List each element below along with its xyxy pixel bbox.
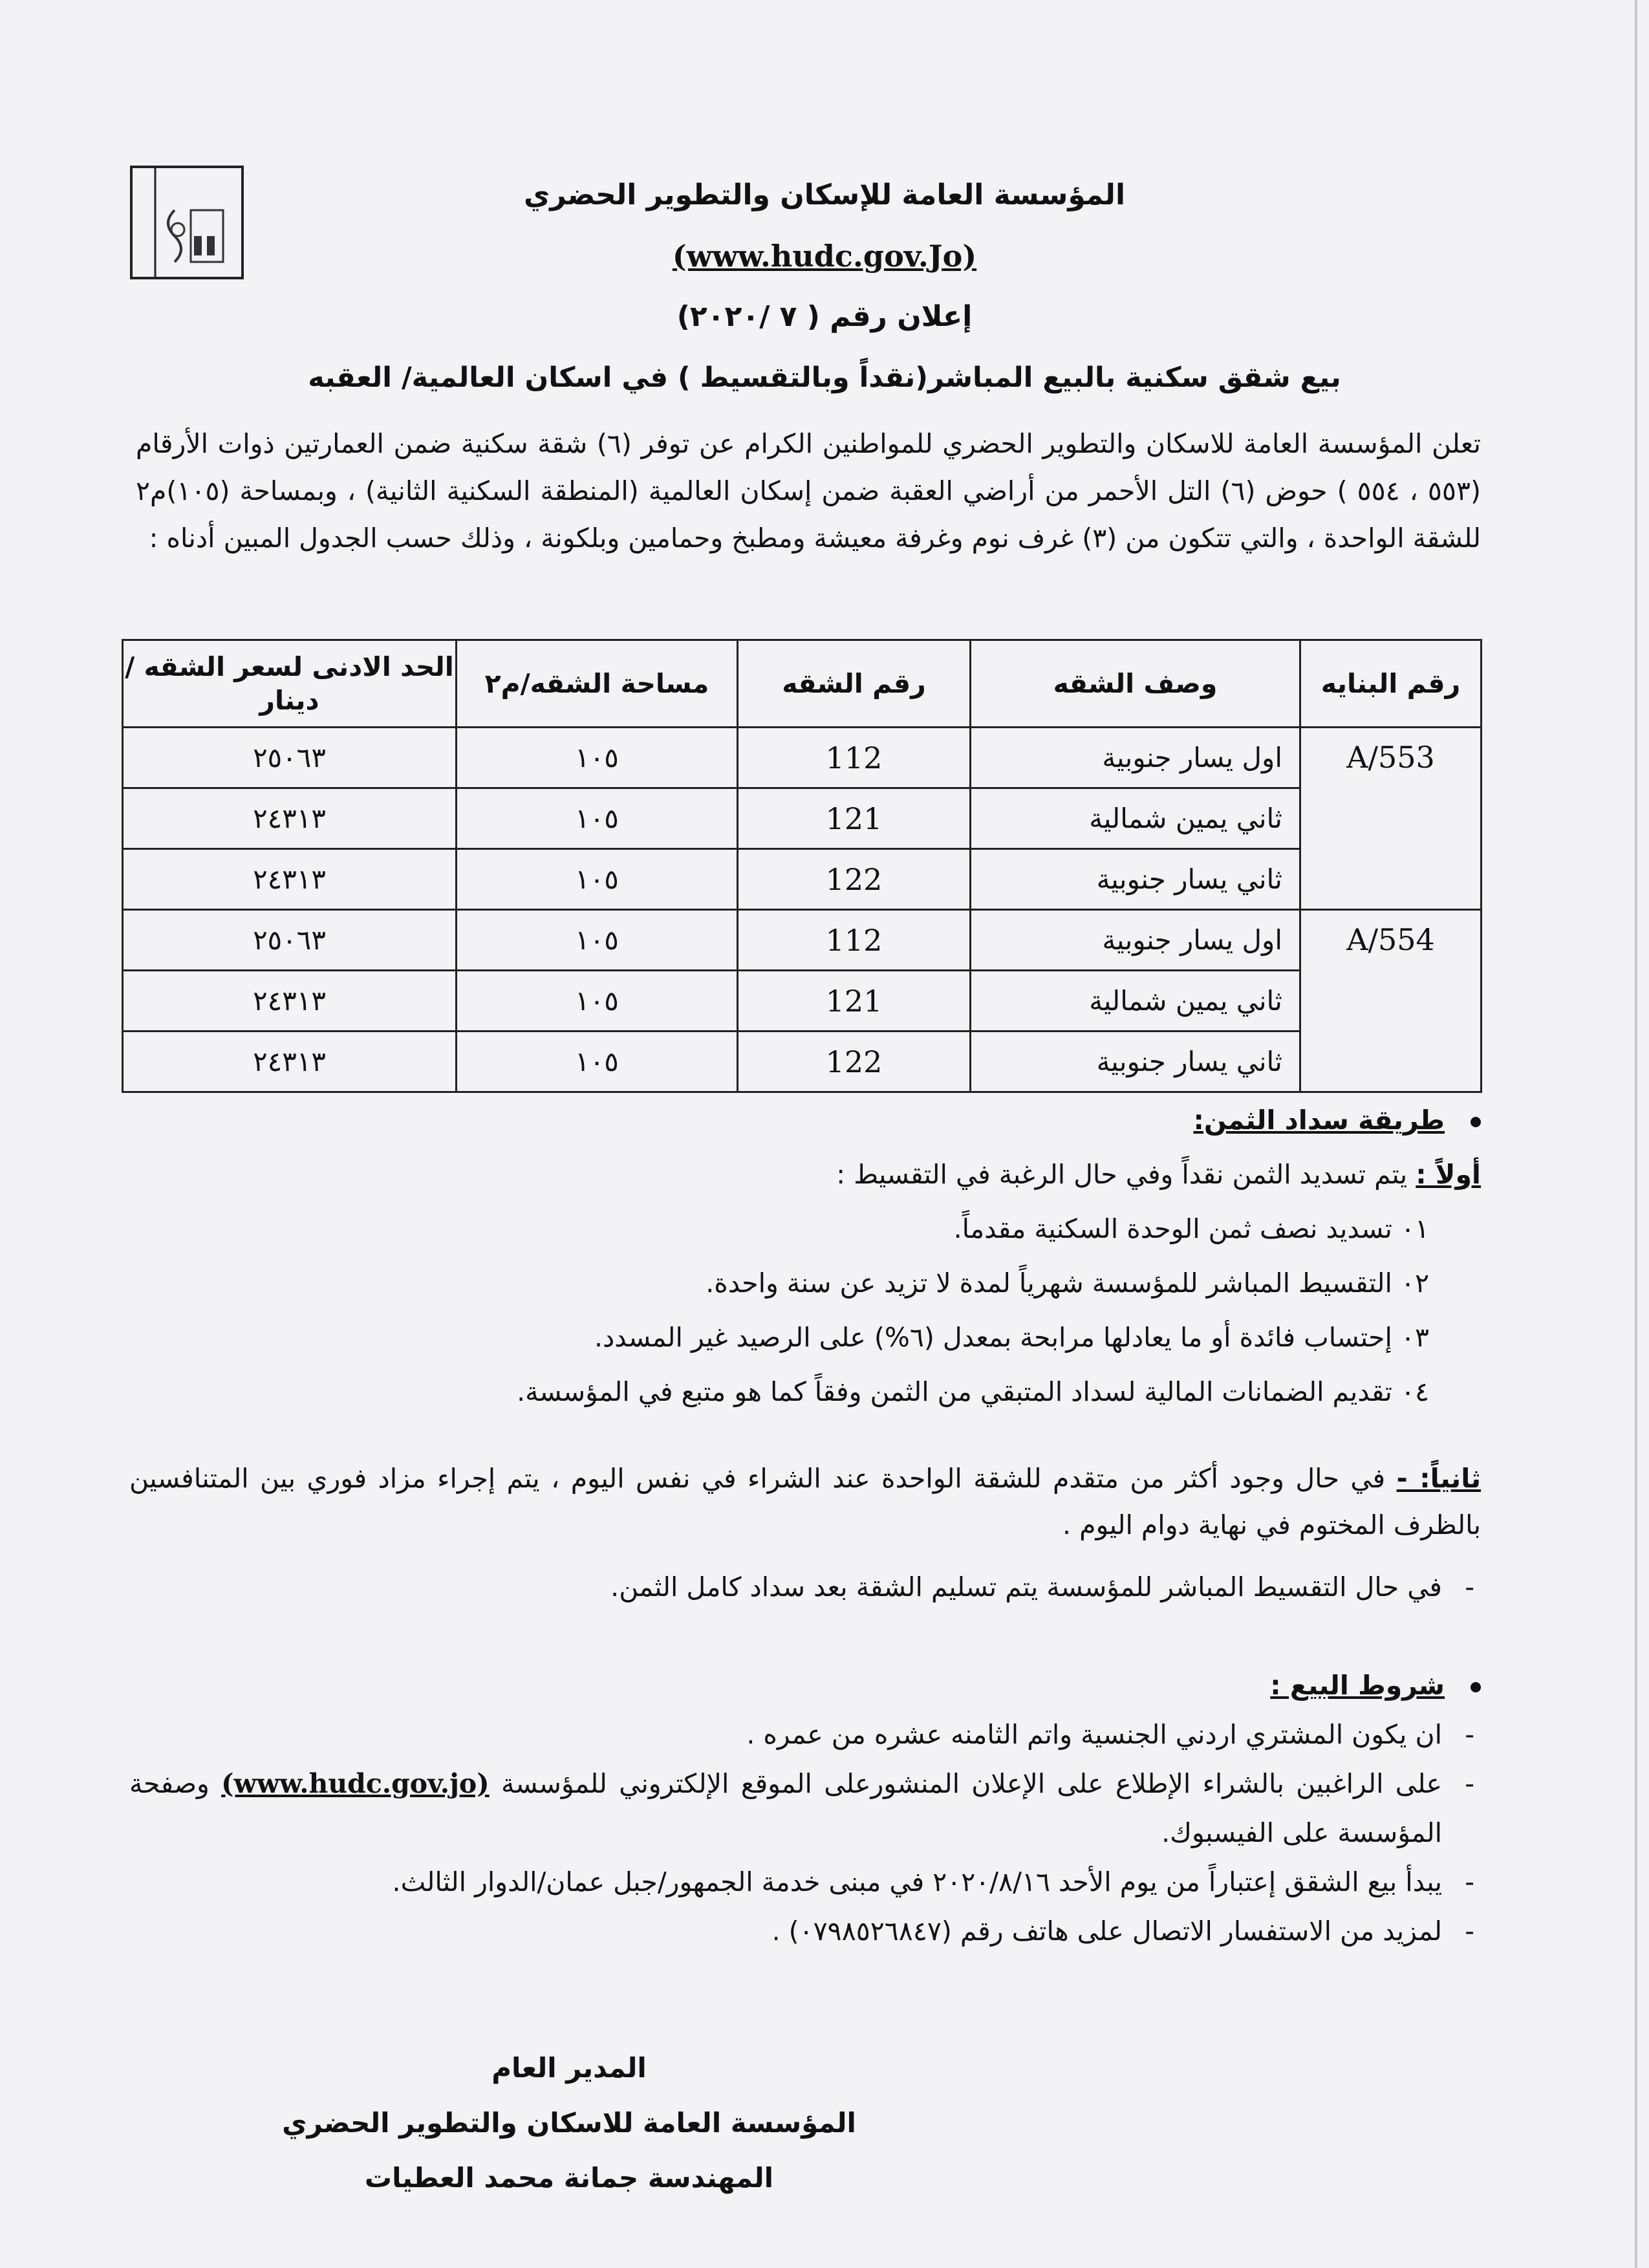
payment-heading: طريقة سداد الثمن: xyxy=(1193,1105,1445,1136)
description-cell: اول يسار جنوبية xyxy=(971,728,1300,788)
first-text: يتم تسديد الثمن نقداً وفي حال الرغبة في التقسيط : xyxy=(836,1159,1416,1190)
payment-second-item-block xyxy=(129,1564,1481,1610)
first-label: أولاً : xyxy=(1416,1159,1481,1190)
description-cell: ثاني يمين شمالية xyxy=(971,971,1300,1031)
terms-heading-line xyxy=(129,1661,1481,1710)
area-cell: ١٠٥ xyxy=(457,788,738,849)
bullet-icon xyxy=(1471,1682,1481,1692)
apartment-no-cell: 121 xyxy=(738,788,971,849)
bullet-icon xyxy=(1471,1117,1481,1127)
col-apartment-no: رقم الشقه xyxy=(738,640,971,728)
description-cell: اول يسار جنوبية xyxy=(971,910,1300,971)
apartment-no-cell: 112 xyxy=(738,728,971,788)
term-tail: وصفحة المؤسسة على الفيسبوك. xyxy=(129,1768,1442,1848)
table-header-row xyxy=(123,640,1482,728)
list-item: ٠٣ إحتساب فائدة أو ما يعادلها مرابحة بمعدل (٦%) على الرصيد غير المسدد. xyxy=(594,1322,1429,1353)
table-row xyxy=(123,971,1482,1031)
signature-name: المهندسة جمانة محمد العطيات xyxy=(364,2162,774,2194)
col-min-price: الحد الادنى لسعر الشقه /دينار xyxy=(123,640,457,728)
price-cell: ٢٥٠٦٣ xyxy=(123,728,457,788)
col-area: مساحة الشقه/م٢ xyxy=(457,640,738,728)
description-cell: ثاني يسار جنوبية xyxy=(971,849,1300,910)
table-row xyxy=(123,849,1482,910)
area-cell: ١٠٥ xyxy=(457,1031,738,1092)
second-text: في حال وجود أكثر من متقدم للشقة الواحدة عند الشراء في نفس اليوم ، يتم إجراء مزاد فوري بين المتنافسين بالظرف المختوم في نهاية دوام اليوم . xyxy=(129,1463,1481,1540)
price-cell: ٢٤٣١٣ xyxy=(123,1031,457,1092)
description-cell: ثاني يسار جنوبية xyxy=(971,1031,1300,1092)
terms-section xyxy=(129,1661,1481,1956)
signature-block xyxy=(278,2040,860,2205)
list-item: - لمزيد من الاستفسار الاتصال على هاتف رقم (٠٧٩٨٥٢٦٨٤٧) . xyxy=(129,1906,1481,1956)
list-item: ٠١ تسديد نصف ثمن الوحدة السكنية مقدماً. xyxy=(953,1213,1429,1244)
table-row xyxy=(123,910,1482,971)
area-cell: ١٠٥ xyxy=(457,971,738,1031)
announcement-number: إعلان رقم ( ٧ /٢٠٢٠) xyxy=(676,300,973,333)
area-cell: ١٠٥ xyxy=(457,849,738,910)
intro-paragraph: تعلن المؤسسة العامة للاسكان والتطوير الحضري للمواطنين الكرام عن توفر (٦) شقة سكنية ضمن العمارتين ذوات الأرقام (٥٥٣ ، ٥٥٤ ) حوض (٦) التل الأحمر من أراضي العقبة ضمن إسكان العالمية (المنطقة السكنية الثانية) ، وبمساحة (١٠٥)م٢ للشقة الواحدة ، والتي تتكون من (٣) غرف نوم وغرفة معيشة ومطبخ وحمامين وبلكونة ، وذلك حسب الجدول المبين أدناه : xyxy=(136,428,1481,554)
list-item: - يبدأ بيع الشقق إعتباراً من يوم الأحد ٢٠٢٠/٨/١٦ في مبنى خدمة الجمهور/جبل عمان/الدوار الثالث. xyxy=(129,1857,1481,1906)
description-cell: ثاني يمين شمالية xyxy=(971,788,1300,849)
price-cell: ٢٤٣١٣ xyxy=(123,971,457,1031)
payment-first-line xyxy=(129,1147,1481,1202)
announcement-title: بيع شقق سكنية بالبيع المباشر(نقداً وبالتقسيط ) في اسكان العالمية/ العقبه xyxy=(308,362,1341,394)
building-cell: A/553 xyxy=(1300,728,1482,910)
area-cell: ١٠٥ xyxy=(457,728,738,788)
document-header xyxy=(272,165,1377,408)
list-item: - ان يكون المشتري اردني الجنسية واتم الثامنه عشره من عمره . xyxy=(129,1710,1481,1759)
list-item: ٠٤ تقديم الضمانات المالية لسداد المتبقي من الثمن وفقاً كما هو متبع في المؤسسة. xyxy=(517,1376,1429,1407)
price-cell: ٢٥٠٦٣ xyxy=(123,910,457,971)
apartment-no-cell: 112 xyxy=(738,910,971,971)
payment-section xyxy=(129,1093,1481,1419)
col-building: رقم البنايه xyxy=(1300,640,1482,728)
price-cell: ٢٤٣١٣ xyxy=(123,788,457,849)
col-description: وصف الشقه xyxy=(971,640,1300,728)
second-list xyxy=(129,1564,1481,1610)
hudc-logo xyxy=(129,165,244,280)
term-text: على الراغبين بالشراء الإطلاع على الإعلان المنشورعلى الموقع الإلكتروني للمؤسسة xyxy=(489,1768,1442,1799)
table-row xyxy=(123,1031,1482,1092)
list-item xyxy=(129,1759,1481,1857)
installment-list xyxy=(129,1202,1481,1419)
payment-heading-line xyxy=(129,1093,1481,1147)
terms-heading: شروط البيع : xyxy=(1270,1670,1445,1701)
website-link[interactable]: (www.hudc.gov.Jo) xyxy=(672,239,977,274)
page-edge xyxy=(1635,0,1637,2268)
area-cell: ١٠٥ xyxy=(457,910,738,971)
website-link[interactable]: (www.hudc.gov.jo) xyxy=(221,1768,490,1799)
list-item: - في حال التقسيط المباشر للمؤسسة يتم تسليم الشقة بعد سداد كامل الثمن. xyxy=(129,1564,1481,1610)
table-row xyxy=(123,728,1482,788)
org-name: المؤسسة العامة للإسكان والتطوير الحضري xyxy=(523,178,1126,211)
building-cell: A/554 xyxy=(1300,910,1482,1092)
table-row xyxy=(123,788,1482,849)
price-cell: ٢٤٣١٣ xyxy=(123,849,457,910)
second-label: ثانياً: - xyxy=(1396,1463,1481,1494)
apartment-no-cell: 121 xyxy=(738,971,971,1031)
signature-org: المؤسسة العامة للاسكان والتطوير الحضري xyxy=(282,2107,856,2139)
terms-list xyxy=(129,1710,1481,1956)
signature-role: المدير العام xyxy=(491,2052,647,2084)
payment-second-block xyxy=(129,1455,1481,1548)
apartment-no-cell: 122 xyxy=(738,1031,971,1092)
apartment-no-cell: 122 xyxy=(738,849,971,910)
list-item: ٠٢ التقسيط المباشر للمؤسسة شهرياً لمدة لا تزيد عن سنة واحدة. xyxy=(706,1268,1429,1299)
apartments-table xyxy=(122,639,1482,1093)
